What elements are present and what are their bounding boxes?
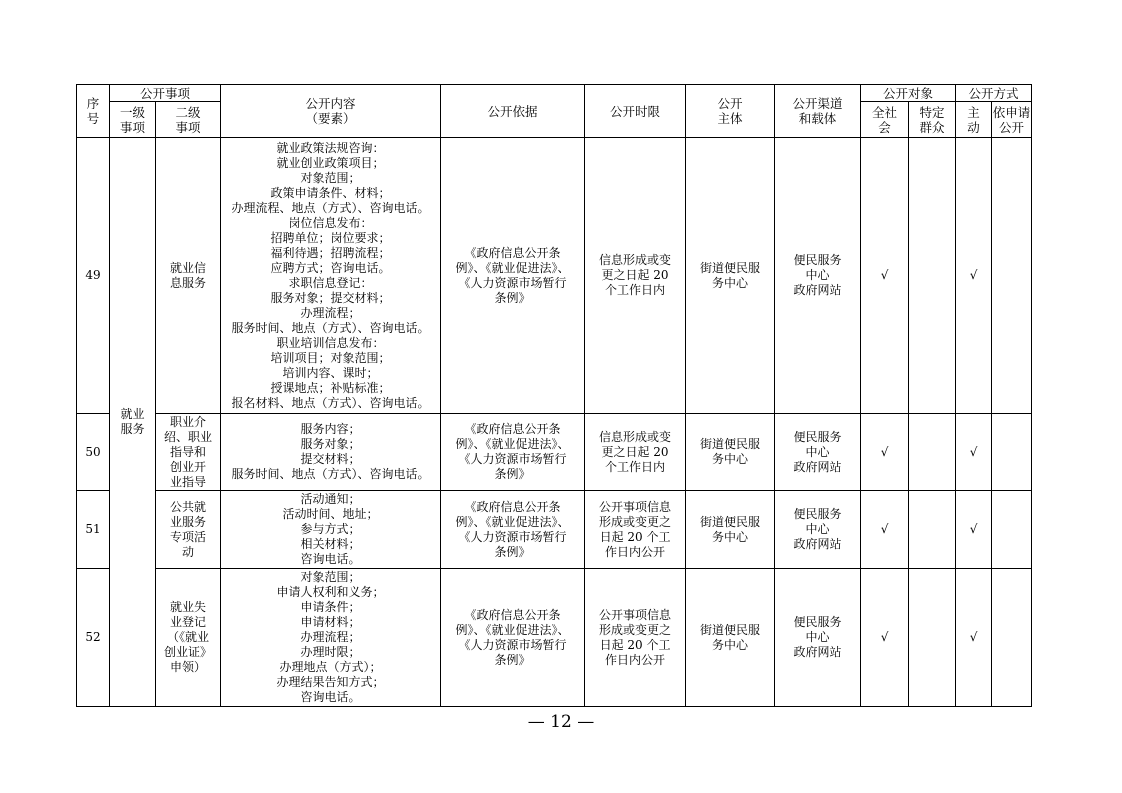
row-channel: 便民服务 中心 政府网站 (775, 569, 861, 707)
row-level2: 公共就 业服务 专项活 动 (156, 491, 221, 569)
row-channel: 便民服务 中心 政府网站 (775, 414, 861, 491)
row-channel: 便民服务 中心 政府网站 (775, 138, 861, 414)
row-subject: 街道便民服 务中心 (686, 569, 775, 707)
disclosure-table (76, 84, 1032, 707)
header-seq: 序 号 (77, 85, 110, 138)
row-seq: 52 (77, 569, 110, 707)
row-time-limit: 信息形成或变 更之日起 20 个工作日内 (585, 414, 686, 491)
empty-cell (992, 138, 1032, 414)
row-subject: 街道便民服 务中心 (686, 491, 775, 569)
row-subject: 街道便民服 务中心 (686, 414, 775, 491)
header-obj-specific: 特定 群众 (909, 102, 956, 138)
row-basis: 《政府信息公开条 例》、《就业促进法》、 《人力资源市场暂行 条例》 (441, 569, 585, 707)
header-method-group: 公开方式 (956, 85, 1032, 102)
header-content: 公开内容 （要素） (221, 85, 441, 138)
header-items-group: 公开事项 (110, 85, 221, 102)
header-subject: 公开 主体 (686, 85, 775, 138)
level1-item: 就业 服务 (110, 138, 156, 707)
row-level2: 就业信 息服务 (156, 138, 221, 414)
row-content: 服务内容； 服务对象； 提交材料； 服务时间、地点（方式）、咨询电话。 (221, 414, 441, 491)
check-mark: √ (956, 491, 992, 569)
row-basis: 《政府信息公开条 例》、《就业促进法》、 《人力资源市场暂行 条例》 (441, 138, 585, 414)
row-time-limit: 公开事项信息 形成或变更之 日起 20 个工 作日内公开 (585, 491, 686, 569)
row-level2: 职业介 绍、职业 指导和 创业开 业指导 (156, 414, 221, 491)
empty-cell (992, 491, 1032, 569)
empty-cell (992, 414, 1032, 491)
row-seq: 49 (77, 138, 110, 414)
header-method-apply: 依申请 公开 (992, 102, 1032, 138)
header-time-limit: 公开时限 (585, 85, 686, 138)
header-object-group: 公开对象 (861, 85, 956, 102)
header-method-active: 主 动 (956, 102, 992, 138)
header-basis: 公开依据 (441, 85, 585, 138)
row-basis: 《政府信息公开条 例》、《就业促进法》、 《人力资源市场暂行 条例》 (441, 491, 585, 569)
empty-cell (909, 138, 956, 414)
check-mark: √ (956, 138, 992, 414)
row-time-limit: 公开事项信息 形成或变更之 日起 20 个工 作日内公开 (585, 569, 686, 707)
row-content: 活动通知； 活动时间、地址； 参与方式； 相关材料； 咨询电话。 (221, 491, 441, 569)
header-level2: 二级 事项 (156, 102, 221, 138)
header-channel: 公开渠道 和载体 (775, 85, 861, 138)
check-mark: √ (956, 414, 992, 491)
page-number: — 12 — (527, 712, 595, 732)
empty-cell (909, 491, 956, 569)
row-basis: 《政府信息公开条 例》、《就业促进法》、 《人力资源市场暂行 条例》 (441, 414, 585, 491)
row-time-limit: 信息形成或变 更之日起 20 个工作日内 (585, 138, 686, 414)
row-level2: 就业失 业登记 （《就业 创业证》 申领） (156, 569, 221, 707)
table-body (77, 138, 1032, 707)
table-row (77, 569, 1032, 707)
row-seq: 51 (77, 491, 110, 569)
table-row (77, 414, 1032, 491)
empty-cell (909, 569, 956, 707)
table-row (77, 138, 1032, 414)
check-mark: √ (861, 491, 909, 569)
row-subject: 街道便民服 务中心 (686, 138, 775, 414)
check-mark: √ (861, 414, 909, 491)
row-seq: 50 (77, 414, 110, 491)
row-channel: 便民服务 中心 政府网站 (775, 491, 861, 569)
row-content: 就业政策法规咨询： 就业创业政策项目； 对象范围； 政策申请条件、材料； 办理流程、地点（方式）、咨询电话。 岗位信息发布： 招聘单位；岗位要求； 福利待遇；招聘流程； 应聘方式；咨询电话。 求职信息登记： 服务对象；提交材料； 办理流程； 服务时间、地点（方式）、咨询电话。 职业培训信息发布： 培训项目；对象范围； 培训内容、课时； 授课地点；补贴标准； 报名材料、地点（方式）、咨询电话。 (221, 138, 441, 414)
check-mark: √ (861, 569, 909, 707)
header-level1: 一级 事项 (110, 102, 156, 138)
table-row (77, 491, 1032, 569)
empty-cell (909, 414, 956, 491)
check-mark: √ (956, 569, 992, 707)
check-mark: √ (861, 138, 909, 414)
row-content: 对象范围； 申请人权利和义务； 申请条件； 申请材料； 办理流程； 办理时限； 办理地点（方式）； 办理结果告知方式； 咨询电话。 (221, 569, 441, 707)
header-obj-all: 全社 会 (861, 102, 909, 138)
empty-cell (992, 569, 1032, 707)
